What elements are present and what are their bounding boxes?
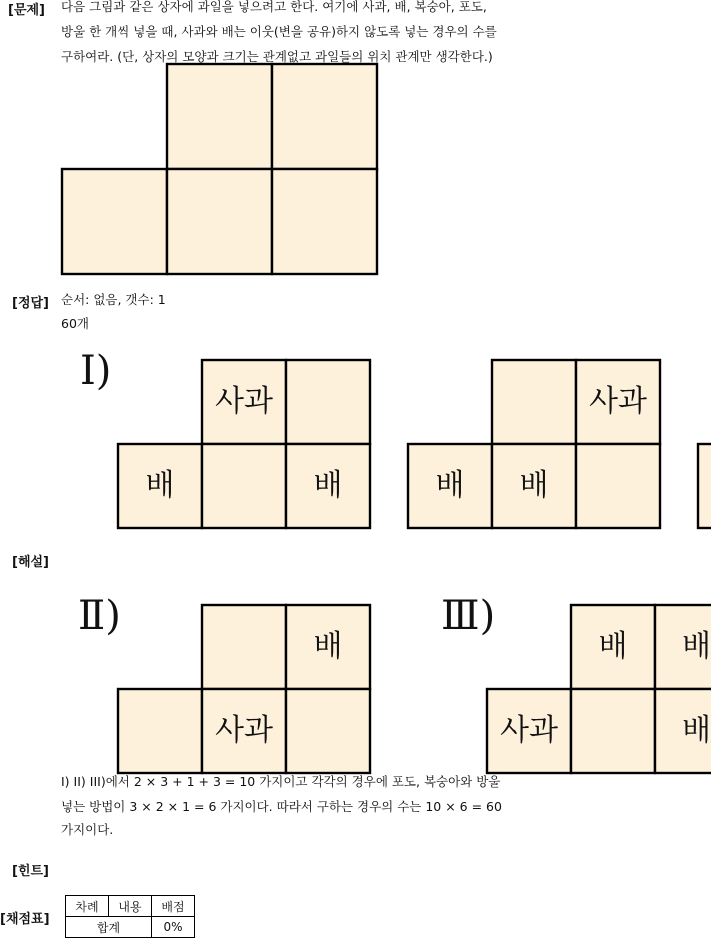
scoring-header-row [66,896,195,917]
cell-label-pear: 배 [519,468,549,503]
problem-line-2: 방울 한 개씩 넣을 때, 사과와 배는 이웃(변을 공유)하지 않도록 넣는 경우의 수를 [61,24,497,39]
problem-cell [272,64,377,169]
case-2-diagram [117,604,373,775]
problem-box-diagram [61,63,379,275]
diagram-cell [286,689,370,773]
cell-label-pear: 배 [313,468,343,503]
hint-label: [힌트] [12,864,49,879]
cell-label-pear: 배 [145,468,175,503]
case-2-roman: Ⅱ) [78,593,121,639]
diagram-cell [698,444,711,528]
cell-label-pear: 배 [435,468,465,503]
answer-value: 60개 [61,316,89,331]
problem-cell [272,169,377,274]
case-3-roman: Ⅲ) [441,593,496,639]
scoring-header-content: 내용 [109,896,152,917]
scoring-total-label: 합계 [66,917,152,938]
diagram-cell [286,360,370,444]
scoring-table [65,895,195,938]
cell-label-apple: 사과 [589,384,647,419]
case-1-roman: Ⅰ) [80,348,112,394]
case-1-diagram-2 [407,359,663,530]
answer-label: [정답] [12,296,49,311]
problem-cell [167,64,272,169]
explanation-line-1: I) II) III)에서 2 × 3 + 1 + 3 = 10 가지이고 각각의 경우에 포도, 복숭아와 방울 [61,774,501,789]
problem-cell [62,169,167,274]
case-3-diagram [486,604,711,775]
case-1-diagram-1 [117,359,373,530]
scoring-label: [채점표] [0,912,50,927]
diagram-cell [571,689,655,773]
scoring-header-order: 차례 [66,896,109,917]
cell-label-pear: 배 [598,629,628,664]
problem-line-3: 구하여라. (단, 상자의 모양과 크기는 관계없고 과일들의 위치 관계만 생각한다.) [61,49,493,64]
case-1-diagram-3-partial [697,443,711,530]
cell-label-pear: 배 [313,629,343,664]
cell-label-apple: 사과 [215,384,273,419]
cell-label-apple: 사과 [215,713,273,748]
cell-label-pear: 배 [682,713,711,748]
cell-label-apple: 사과 [500,713,558,748]
answer-meta: 순서: 없음, 갯수: 1 [61,292,166,307]
diagram-cell [202,444,286,528]
explanation-line-2: 넣는 방법이 3 × 2 × 1 = 6 가지이다. 따라서 구하는 경우의 수는 10 × 6 = 60 [61,799,502,814]
diagram-cell [118,689,202,773]
problem-line-1: 다음 그림과 같은 상자에 과일을 넣으려고 한다. 여기에 사과, 배, 복숭아, 포도, [61,0,487,14]
scoring-total-value: 0% [152,917,195,938]
diagram-cell [492,360,576,444]
diagram-cell [576,444,660,528]
explanation-line-3: 가지이다. [61,822,114,837]
cell-label-pear: 배 [682,629,711,664]
explanation-label: [해설] [12,555,49,570]
scoring-header-points: 배점 [152,896,195,917]
diagram-cell [202,605,286,689]
problem-label: [문제] [8,3,45,18]
scoring-total-row [66,917,195,938]
problem-cell [167,169,272,274]
